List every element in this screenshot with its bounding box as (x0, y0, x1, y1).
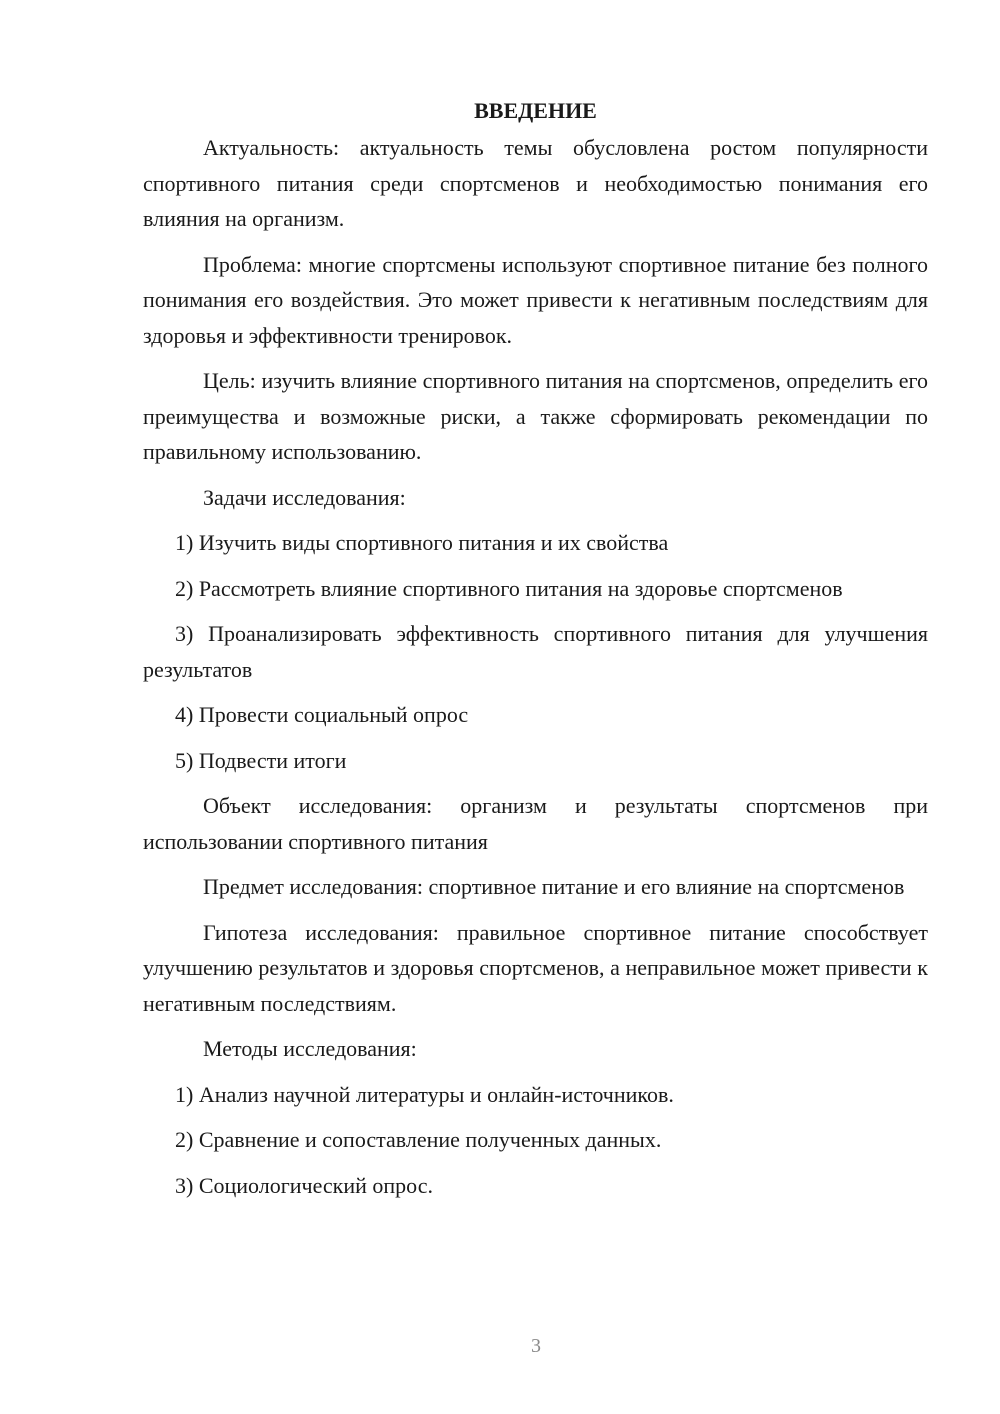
task-item: 1) Изучить виды спортивного питания и их свойства (175, 530, 669, 555)
relevance-paragraph: Актуальность: актуальность темы обусловлена ростом популярности спортивного питания среди спортсменов и необходимостью понимания его влияния на организм. (143, 135, 928, 231)
page-content (143, 93, 928, 1213)
problem-paragraph: Проблема: многие спортсмены используют спортивное питание без полного понимания его воздействия. Это может привести к негативным последствиям для здоровья и эффективности тренировок. (143, 251, 928, 348)
goal-paragraph: Цель: изучить влияние спортивного питания на спортсменов, определить его преимущества и возможные риски, а также сформировать рекомендации по правильному использованию. (143, 368, 928, 464)
task-item: 2) Рассмотреть влияние спортивного питания на здоровье спортсменов (175, 575, 843, 601)
task-item: 5) Подвести итоги (175, 747, 347, 773)
page-number: 3 (531, 1335, 541, 1357)
page-title: ВВЕДЕНИЕ (474, 98, 597, 123)
task-item: 4) Провести социальный опрос (175, 702, 469, 727)
methods-title: Методы исследования: (203, 1036, 417, 1061)
task-item: 3) Проанализировать эффективность спортивного питания для улучшения результатов (143, 621, 928, 682)
hypothesis-paragraph: Гипотеза исследования: правильное спортивное питание способствует улучшению результатов и здоровья спортсменов, а неправильное может привести к негативным последствиям. (143, 919, 928, 1016)
object-paragraph: Объект исследования: организм и результаты спортсменов при использовании спортивного питания (143, 793, 928, 854)
subject-paragraph: Предмет исследования: спортивное питание и его влияние на спортсменов (203, 874, 905, 899)
method-item: 2) Сравнение и сопоставление полученных данных. (175, 1127, 662, 1152)
method-item: 3) Социологический опрос. (175, 1172, 433, 1198)
method-item: 1) Анализ научной литературы и онлайн-источников. (175, 1081, 674, 1107)
tasks-title: Задачи исследования: (203, 484, 406, 510)
